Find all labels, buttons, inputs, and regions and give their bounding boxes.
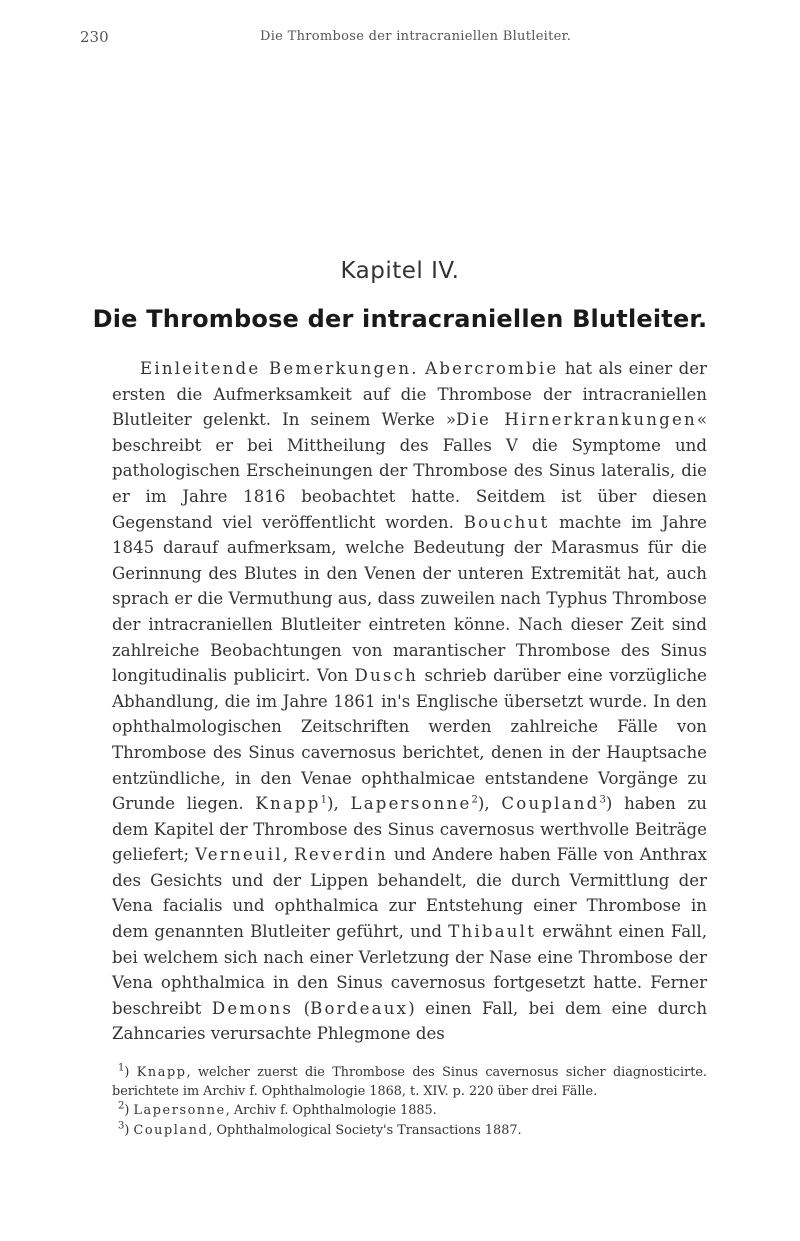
footnote-ref: 2 [471,794,478,806]
page-number: 230 [80,28,109,46]
author-name: Bouchut [463,512,550,532]
footnote-ref: 3 [599,794,606,806]
author-name: Thibault [448,922,537,942]
footnote: $^1$) Knapp, welcher zuerst die Thrombose des Sinus cavernosus sicher diagnosticirte. berichtete im Archiv f. Ophthalmologie 1868, t. XIV. p. 220 über drei Fälle. [112,1062,707,1100]
footnote-author: Knapp [136,1065,187,1080]
footnote-number: 1 [118,1062,125,1074]
footnote-text: , welcher zuerst die Thrombose des Sinus cavernosus sicher diagnosticirte. berichtete im Archiv f. Ophthalmologie 1868, t. XIV. p. 220 über drei Fälle. [112,1065,707,1100]
author-name: Abercrombie [425,359,559,378]
author-name: Knapp [255,794,321,814]
running-title: Die Thrombose der intracraniellen Blutleiter. [260,29,572,44]
footnote-author: Lapersonne [133,1103,226,1119]
footnotes [112,1063,707,1140]
footnote: $^3$) Coupland, Ophthalmological Society's Transactions 1887. [118,1120,522,1138]
chapter-label: Kapitel IV. [340,258,460,284]
section-heading: Einleitende Bemerkungen. [140,359,419,378]
footnote: $^2$) Lapersonne, Archiv f. Ophthalmologie 1885. [118,1101,437,1119]
author-name: Dusch [354,666,418,686]
author-name: Verneuil [195,845,283,865]
footnote-number: 3 [118,1120,125,1132]
footnote-text: , Ophthalmological Society's Transactions 1887. [208,1122,522,1138]
book-title: Die Hirnerkrankungen [456,410,697,430]
body-paragraph: Einleitende Bemerkungen. Abercrombie hat als einer der ersten die Aufmerksamkeit auf die Thrombose der intracraniellen Blutleiter gelenkt. In seinem Werke »Die Hirnerkrankungen« beschreibt er bei Mittheilung des Falles V die Symptome und pathologischen Erscheinungen der Thrombose des Sinus lateralis, die er im Jahre 1816 beobachtet hatte. Seitdem ist über diesen Gegenstand viel veröffentlicht worden. Bouchut machte im Jahre 1845 darauf aufmerksam, welche Bedeutung der Marasmus für die Gerinnung des Blutes in den Venen der unteren Extremität hat, auch sprach er die Vermuthung aus, dass zuweilen nach Typhus Thrombose der intracraniellen Blutleiter eintreten könne. Nach dieser Zeit sind zahlreiche Beobachtungen von marantischer Thrombose des Sinus longitudinalis publicirt. Von Dusch schrieb darüber eine vorzügliche Abhandlung, die im Jahre 1861 in's Englische übersetzt wurde. In den ophthalmologischen Zeitschriften werden zahlreiche Fälle von Thrombose des Sinus cavernosus berichtet, denen in der Hauptsache entzündliche, in den Venae ophthalmicae entstandene Vorgänge zu Grunde liegen. Knapp$^1$), Lapersonne$^2$), Coupland$^3$) haben zu dem Kapitel der Thrombose des Sinus cavernosus werthvolle Beiträge geliefert; Verneuil, Reverdin und Andere haben Fälle von Anthrax des Gesichts und der Lippen behandelt, die durch Vermittlung der Vena facialis und ophthalmica zur Entstehung einer Thrombose in dem genannten Blutleiter geführt, und Thibault erwähnt einen Fall, bei welchem sich nach einer Verletzung der Nase eine Thrombose der Vena ophthalmica in den Sinus cavernosus fortgesetzt hatte. Ferner beschreibt Demons (Bordeaux) einen Fall, bei dem eine durch Zahncaries verursachte Phlegmone des [112,359,708,1044]
footnote-author: Coupland [133,1122,209,1138]
chapter-title: Die Thrombose der intracraniellen Blutleiter. [92,305,708,333]
footnote-number: 2 [118,1101,125,1113]
author-name: Coupland [501,794,600,814]
footnote-text: , Archiv f. Ophthalmologie 1885. [225,1103,437,1119]
author-name: Lapersonne [350,794,472,814]
footnote-ref: 1 [320,794,327,806]
author-name: Demons [211,998,294,1018]
author-name: Reverdin [294,845,388,865]
place-name: Bordeaux [310,998,409,1018]
